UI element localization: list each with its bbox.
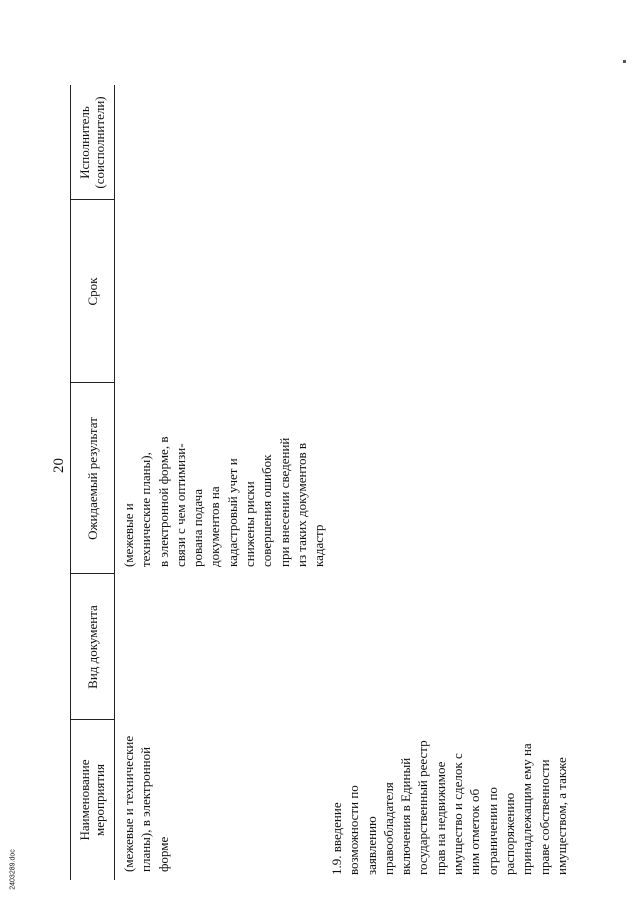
page-number: 20: [50, 457, 67, 473]
row1-activity-name: (межевые и технические планы), в электронной форме: [121, 735, 171, 872]
header-bottom-border: [114, 85, 115, 880]
document-filename: 2403289.doc: [9, 848, 17, 890]
header-expected-result: Ожидаемый результат: [84, 417, 100, 540]
table-top-border: [70, 85, 71, 880]
header-deadline: Срок: [84, 277, 100, 306]
row1-expected-result: (межевые и технические планы), в электронной форме, в связи с чем оптимизи- рована подача документов на кадастровый учет и снижены риски совершения ошибок при внесении сведений из таких документов в кадастр: [121, 436, 327, 567]
header-document-type: Вид документа: [84, 605, 100, 689]
scan-mark: [623, 60, 626, 63]
row2-activity-name: 1.9. введение возможности по заявлению правообладателя включения в Единый государственный реестр прав на недвижимое имущество и сделок с ним отметок об ограничении по распоряжению принадлежащим ему на праве собственности имуществом, а также: [329, 740, 569, 875]
header-executor: Исполнитель (соисполнители): [77, 96, 107, 189]
header-activity-name: Наименование мероприятия: [77, 759, 107, 841]
